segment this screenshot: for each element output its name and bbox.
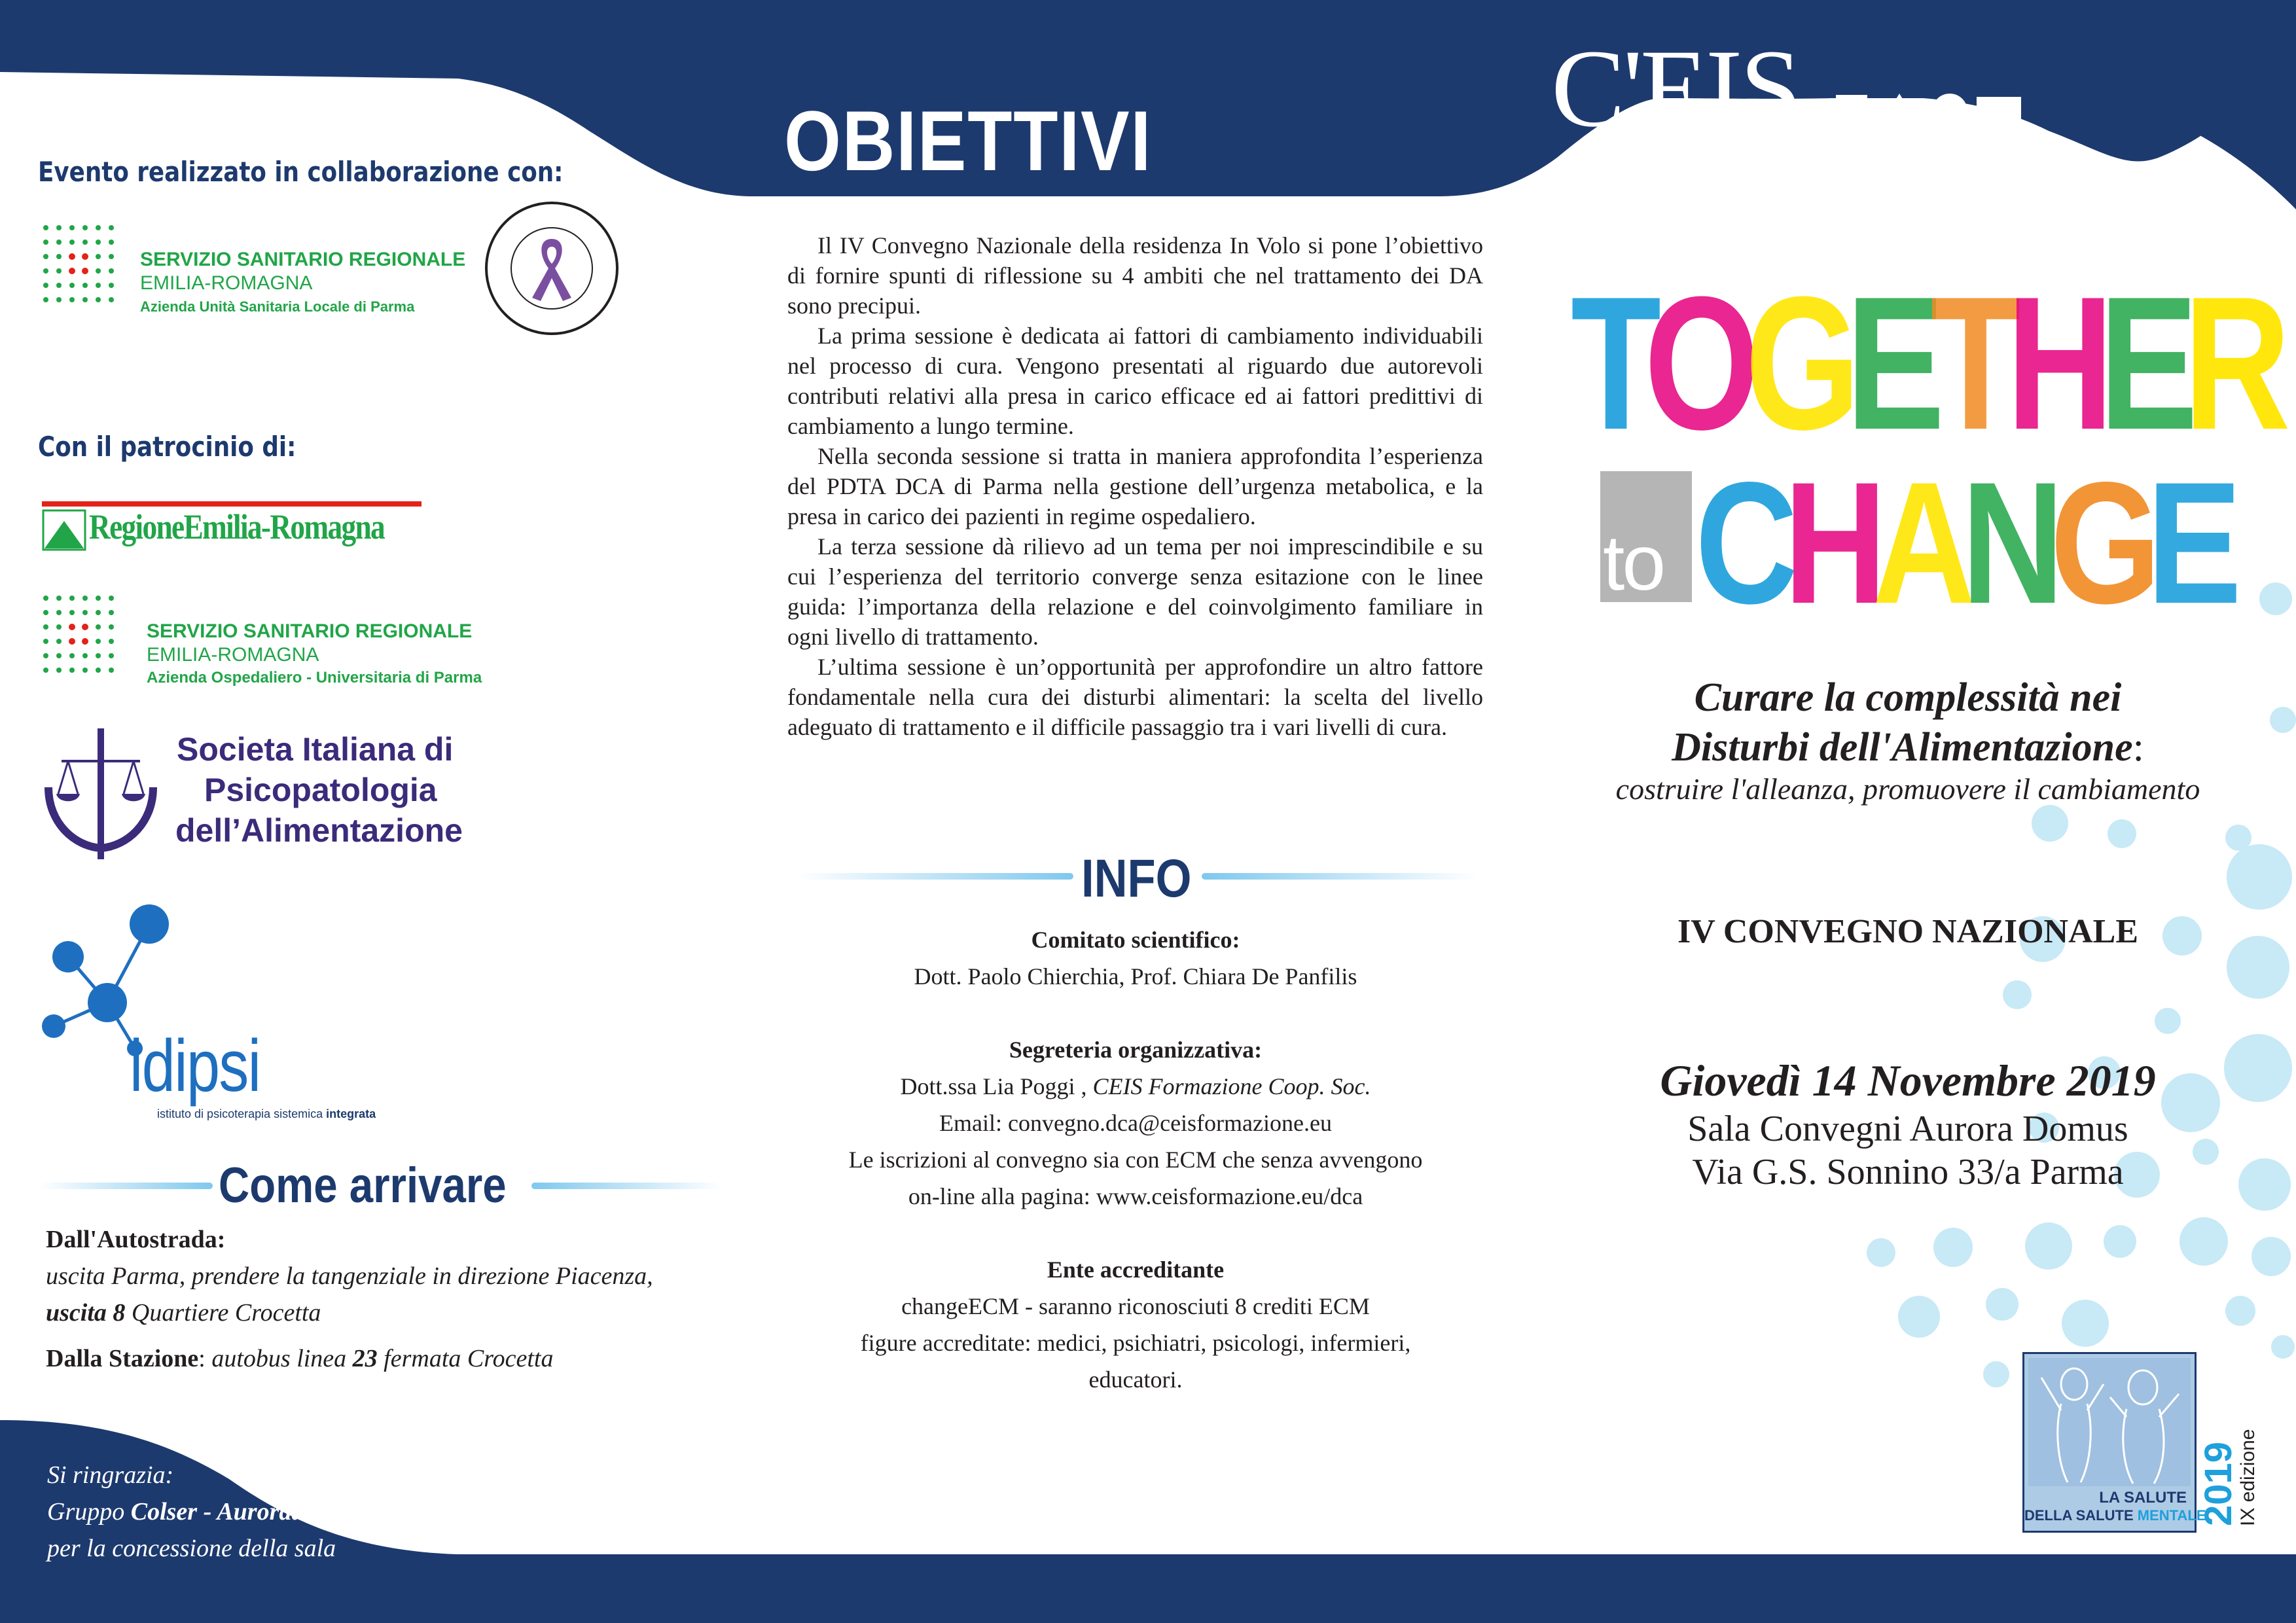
ssr-logo-2 <box>42 593 500 691</box>
regione-name: RegioneEmilia-Romagna <box>89 507 385 546</box>
come-line-right <box>531 1183 721 1189</box>
subtitle <box>1538 673 2278 806</box>
bubble <box>2025 1222 2072 1270</box>
together-letter: R <box>2183 257 2276 469</box>
ssr2-line2: EMILIA-ROMAGNA <box>147 644 319 666</box>
sisdca-line1: Societa Italiana di <box>177 731 454 768</box>
ssr1-line3: Azienda Unità Sanitaria Locale di Parma <box>140 298 415 315</box>
idipsi-sub <box>157 1107 376 1121</box>
obiettivi-text <box>787 230 1483 742</box>
event-date: Giovedì 14 Novembre 2019 <box>1660 1056 2156 1105</box>
dot-grid-icon <box>42 223 127 321</box>
bubble <box>2271 1335 2295 1359</box>
badge-line2b: MENTALE <box>2137 1507 2206 1524</box>
square-shape <box>1836 95 1867 126</box>
thanks-line2b: Colser - Auroradomus <box>130 1498 359 1525</box>
info-line-left <box>798 873 1073 880</box>
paragraph-5: L’ultima sessione è un’opportunità per approfondire un altro fattore fondamentale nella cura dei disturbi alimentari: la scelta del livello adeguato di trattamento e il difficile passaggio tra i vari livelli di cura. <box>787 654 1483 740</box>
subtitle-line1: Curare la complessità nei <box>1694 675 2122 720</box>
ssr2-line3: Azienda Ospedaliero - Universitaria di Parma <box>147 669 482 687</box>
bubble <box>1983 1361 2009 1387</box>
segreteria-name: Dott.ssa Lia Poggi , <box>900 1073 1093 1099</box>
subtitle-line2-colon: : <box>2132 725 2144 770</box>
iscrizioni-line2: on-line alla pagina: www.ceisformazione.eu/dca <box>908 1183 1363 1209</box>
change-letter: H <box>1784 446 1873 640</box>
segreteria-label: Segreteria organizzativa: <box>1009 1037 1263 1063</box>
ceis-sub: FONDAZIONE ONLUS <box>1668 135 2007 171</box>
to-label: to <box>1603 519 1664 607</box>
thanks-line2 <box>47 1493 359 1530</box>
stazione <box>46 1340 726 1377</box>
bubble <box>2259 582 2292 615</box>
badge-edition: IX edizione <box>2237 1429 2259 1526</box>
paragraph-4: La terza sessione dà rilievo ad un tema per noi imprescindibile e su cui l’esperienza del territorio converge senza esitazione con le linee guida: l’importanza della relazione e del coinvolgimento familiare in ogni livello di trattamento. <box>787 533 1483 650</box>
salute-mentale-badge <box>2022 1352 2206 1533</box>
ssr1-line2: EMILIA-ROMAGNA <box>140 272 313 294</box>
coordinamento-seal <box>483 200 620 337</box>
regione-emblem-icon <box>42 509 88 552</box>
together-to-change-logo <box>1571 257 2276 641</box>
paragraph-1: Il IV Convegno Nazionale della residenza In Volo si pone l’obiettivo di fornire spunti di riflessione su 4 ambiti che nel trattamento dei DA sono precipui. <box>787 232 1483 319</box>
bubble <box>2155 1008 2181 1034</box>
figures-illustration-icon <box>2028 1358 2191 1486</box>
segreteria-text <box>746 1068 1525 1105</box>
bubble <box>2062 1300 2109 1347</box>
ceis-name: C'EIS <box>1551 27 1800 150</box>
convegno-label: IV CONVEGNO NAZIONALE <box>1677 913 2139 950</box>
change-word <box>1695 446 2228 640</box>
change-letter: E <box>2147 446 2228 640</box>
ribbon-seal-icon <box>483 200 620 337</box>
scales-emblem-icon <box>42 725 160 863</box>
thanks-line2a: Gruppo <box>47 1498 131 1525</box>
together-letter: E <box>1846 257 1931 469</box>
change-letter: N <box>1961 446 2051 640</box>
stazione-colon: : <box>198 1345 212 1372</box>
idipsi-name: idipsi <box>130 1025 260 1107</box>
bubble <box>2179 1217 2228 1266</box>
regione-bar <box>42 501 422 507</box>
sisdca-line2: Psicopatologia <box>204 772 437 808</box>
iscrizioni-line1: Le iscrizioni al convegno sia con ECM che senza avvengono <box>848 1147 1423 1173</box>
badge-line1: LA SALUTE <box>2099 1489 2187 1507</box>
ente-line1: changeECM - saranno riconosciuti 8 crediti ECM <box>901 1293 1370 1319</box>
bubble <box>2032 805 2068 842</box>
spacer <box>746 995 1525 1031</box>
ssr2-line1: SERVIZIO SANITARIO REGIONALE <box>147 620 473 642</box>
together-letter: O <box>1644 257 1746 469</box>
bubble <box>2227 844 2292 910</box>
idipsi-sub-b: di psicoterapia sistemica <box>194 1107 323 1120</box>
together-letter: H <box>2006 257 2100 469</box>
bubble <box>1867 1238 1895 1267</box>
bubble <box>2003 980 2032 1009</box>
autostrada-exit-text: Quartiere Crocetta <box>125 1299 321 1327</box>
bubble <box>2108 819 2136 848</box>
together-letter: G <box>1745 257 1846 469</box>
bubble <box>2104 1225 2136 1258</box>
email-text: Email: convegno.dca@ceisformazione.eu <box>939 1110 1332 1136</box>
patrocinio-label: Con il patrocinio di: <box>38 431 296 463</box>
badge-line2a: DELLA SALUTE <box>2024 1507 2138 1524</box>
ssr1-line1: SERVIZIO SANITARIO REGIONALE <box>140 249 466 270</box>
badge-line2 <box>2024 1507 2206 1524</box>
change-letter: G <box>2050 446 2147 640</box>
event-details <box>1538 1054 2278 1194</box>
sisdca-line3: dell’Alimentazione <box>175 812 463 849</box>
idipsi-sub-c: integrata <box>326 1107 376 1120</box>
stazione-text1: autobus linea <box>211 1345 353 1372</box>
triangle-shape <box>1878 94 1920 128</box>
collab-label: Evento realizzato in collaborazione con: <box>38 156 564 188</box>
autostrada-label: Dall'Autostrada: <box>46 1226 226 1253</box>
comitato-text: Dott. Paolo Chierchia, Prof. Chiara De Panfilis <box>914 963 1357 990</box>
bubble <box>1898 1296 1940 1338</box>
come-arrivare-title: Come arrivare <box>219 1158 507 1213</box>
subtitle-line2: Disturbi dell'Alimentazione <box>1672 725 2133 770</box>
circle-shape <box>1932 94 1967 129</box>
ssr-logo-1 <box>42 223 466 321</box>
bubble <box>1933 1228 1973 1267</box>
obiettivi-title: OBIETTIVI <box>784 93 1153 188</box>
comitato-label: Comitato scientifico: <box>1031 927 1240 953</box>
segreteria-org: CEIS Formazione Coop. Soc. <box>1092 1073 1371 1099</box>
sisdca-logo <box>42 725 500 863</box>
ente-line2: figure accreditate: medici, psichiatri, psicologi, infermieri, <box>860 1330 1411 1356</box>
together-letter: E <box>2099 257 2184 469</box>
subtitle-line3: costruire l'alleanza, promuovere il cambiamento <box>1615 772 2200 806</box>
together-letter: T <box>1930 257 2007 469</box>
venue-line2: Via G.S. Sonnino 33/a Parma <box>1692 1152 2124 1192</box>
autostrada-text: uscita Parma, prendere la tangenziale in direzione Piacenza, <box>46 1262 653 1290</box>
ente-label: Ente accreditante <box>1047 1257 1225 1283</box>
regione-logo <box>42 501 435 556</box>
subtitle-line2-wrap <box>1538 722 2278 772</box>
change-letter: A <box>1873 446 1962 640</box>
stazione-line: 23 <box>352 1345 378 1372</box>
badge-year: 2019 <box>2197 1441 2240 1526</box>
together-letter: T <box>1571 257 1645 469</box>
thanks-line3: per la concessione della sala <box>47 1535 336 1562</box>
bubble <box>2251 1237 2291 1276</box>
ente-line3: educatori. <box>1088 1366 1183 1393</box>
venue-line1: Sala Convegni Aurora Domus <box>1687 1109 2128 1149</box>
autostrada-exit-label: uscita 8 <box>46 1299 126 1327</box>
info-content <box>746 921 1525 1398</box>
ceis-logo <box>1551 26 2022 177</box>
info-line-right <box>1202 873 1477 880</box>
paragraph-3: Nella seconda sessione si tratta in maniera approfondita l’esperienza del PDTA DCA di Parma nella gestione dell’urgenza metabolica, e la presa in carico dei pazienti in regime ospedaliero. <box>787 443 1483 529</box>
idipsi-logo <box>37 897 442 1132</box>
stazione-label: Dalla Stazione <box>46 1345 199 1372</box>
bubble <box>2225 1296 2255 1326</box>
spacer <box>746 1215 1525 1251</box>
rect-shape <box>1977 97 2021 126</box>
bubble <box>1986 1288 2018 1321</box>
dot-grid-icon <box>42 593 127 691</box>
idipsi-sub-a: istituto <box>157 1107 192 1120</box>
info-title: INFO <box>1081 849 1192 908</box>
autostrada-exit <box>46 1294 726 1331</box>
stazione-text2: fermata Crocetta <box>377 1345 554 1372</box>
come-line-left <box>39 1183 213 1189</box>
thanks-line1: Si ringrazia: <box>47 1461 174 1489</box>
paragraph-2: La prima sessione è dedicata ai fattori di cambiamento individuabili nel processo di cura. Vengono presentati al riguardo due autorevoli contributi relativi alla presa in carico efficace ed ai fattori predittivi di cambiamento a lungo termine. <box>787 323 1483 439</box>
to-box <box>1600 471 1692 607</box>
together-word <box>1571 257 2276 469</box>
directions <box>46 1221 726 1377</box>
change-letter: C <box>1695 446 1784 640</box>
thanks <box>47 1457 359 1567</box>
